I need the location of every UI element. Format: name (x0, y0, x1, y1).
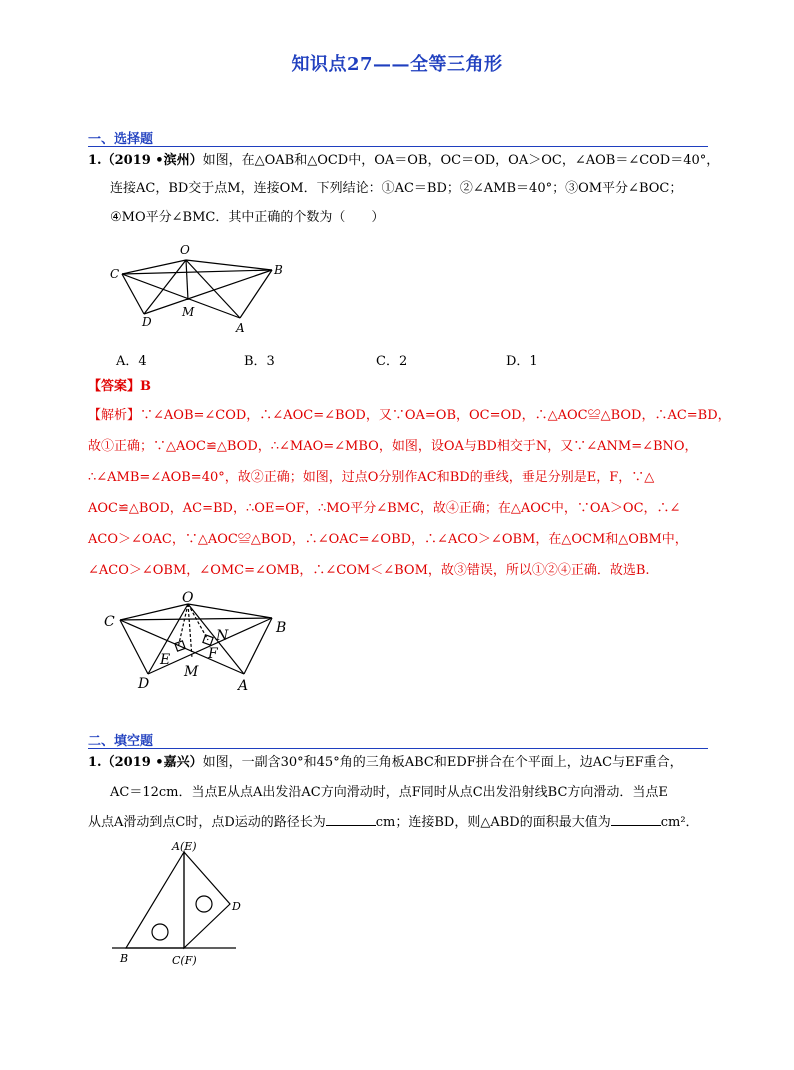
label-A-E: A(E) (172, 840, 197, 853)
label2-E: E (160, 652, 171, 668)
label-B: B (120, 952, 129, 965)
section-divider (88, 146, 708, 147)
analysis-line-6: ∠ACO＞∠OBM，∠OMC=∠OMB，∴∠COM＜∠BOM，故③错误，所以①②④正确．故选B. (88, 563, 650, 578)
figure-triangles-oab-ocd (100, 238, 300, 338)
analysis-line-4: AOC≌△BOD，AC=BD，∴OE=OF，∴MO平分∠BMC，故④正确；在△AOC中，∵OA＞OC，∴∠ (88, 501, 681, 516)
label-D: D (232, 900, 241, 913)
analysis-line-3: ∴∠AMB=∠AOB=40°，故②正确；如图，过点O分别作AC和BD的垂线，垂足分别是E，F，∵△ (88, 470, 655, 485)
question-1-line-3: ④MO平分∠BMC．其中正确的个数为（ ） (110, 210, 385, 225)
question-number: 1. (88, 755, 102, 770)
label2-B: B (276, 620, 287, 636)
option-a: A．4 (116, 354, 147, 369)
question-text: 如图，一副含30°和45°角的三角板ABC和EDF拼合在个平面上，边AC与EF重合， (202, 755, 683, 770)
question-source: （2019 •嘉兴） (101, 755, 203, 770)
label2-D: D (138, 676, 150, 692)
label-B: B (274, 263, 283, 277)
text-segment: 从点A滑动到点C时，点D运动的路径长为 (88, 815, 326, 830)
question-1-line-1 (88, 151, 719, 171)
page-title: 知识点27——全等三角形 (291, 54, 503, 75)
question-source: （2019 •滨州） (101, 153, 203, 168)
fill-question-1-line-2: AC＝12cm．当点E从点A出发沿AC方向滑动时，点F同时从点C出发沿射线BC方向滑动．当点E (110, 785, 668, 800)
label2-M: M (184, 664, 199, 680)
question-1-line-2: 连接AC，BD交于点M，连接OM．下列结论：①AC＝BD；②∠AMB＝40°；③OM平分∠BOC； (110, 181, 683, 196)
section-divider-2 (88, 748, 708, 749)
label2-C: C (104, 614, 115, 630)
option-b: B．3 (244, 354, 275, 369)
option-d: D．1 (506, 354, 538, 369)
analysis-line-1: 【解析】∵∠AOB=∠COD，∴∠AOC=∠BOD，又∵OA=OB，OC=OD，∴△AOC≌△BOD，∴AC=BD， (88, 408, 731, 423)
option-c: C．2 (376, 354, 408, 369)
section-heading-choice: 一、选择题 (88, 132, 154, 147)
label-M: M (182, 305, 195, 319)
figure-solution-with-perpendiculars (96, 588, 306, 698)
fill-question-1-line-1 (88, 753, 683, 773)
analysis-line-2: 故①正确；∵△AOC≌△BOD，∴∠MAO=∠MBO，如图，设OA与BD相交于N，又∵∠ANM=∠BNO， (88, 439, 698, 454)
text-segment: cm²． (660, 815, 699, 830)
label-D: D (142, 315, 152, 329)
blank-path-length[interactable] (326, 813, 376, 826)
label2-F: F (208, 646, 218, 662)
text-segment: cm；连接BD，则△ABD的面积最大值为 (375, 815, 611, 830)
answer-label: 【答案】B (88, 379, 151, 394)
fill-question-1-line-3 (88, 813, 699, 833)
section-heading-fill-blank: 二、填空题 (88, 734, 154, 749)
label-A: A (236, 321, 245, 335)
question-number: 1. (88, 153, 102, 168)
blank-max-area[interactable] (611, 813, 661, 826)
label-C: C (110, 267, 120, 281)
label2-O: O (182, 590, 194, 606)
question-text: 如图，在△OAB和△OCD中，OA＝OB，OC＝OD，OA＞OC，∠AOB＝∠COD＝40°， (202, 153, 720, 168)
label-O: O (180, 243, 190, 257)
label2-N: N (216, 628, 229, 644)
figure-set-squares (108, 840, 248, 970)
label-C-F: C(F) (172, 954, 197, 967)
label2-A: A (238, 678, 249, 694)
analysis-line-5: ACO＞∠OAC，∵△AOC≌△BOD，∴∠OAC=∠OBD，∴∠ACO＞∠OBM，在△OCM和△OBM中， (88, 532, 688, 547)
